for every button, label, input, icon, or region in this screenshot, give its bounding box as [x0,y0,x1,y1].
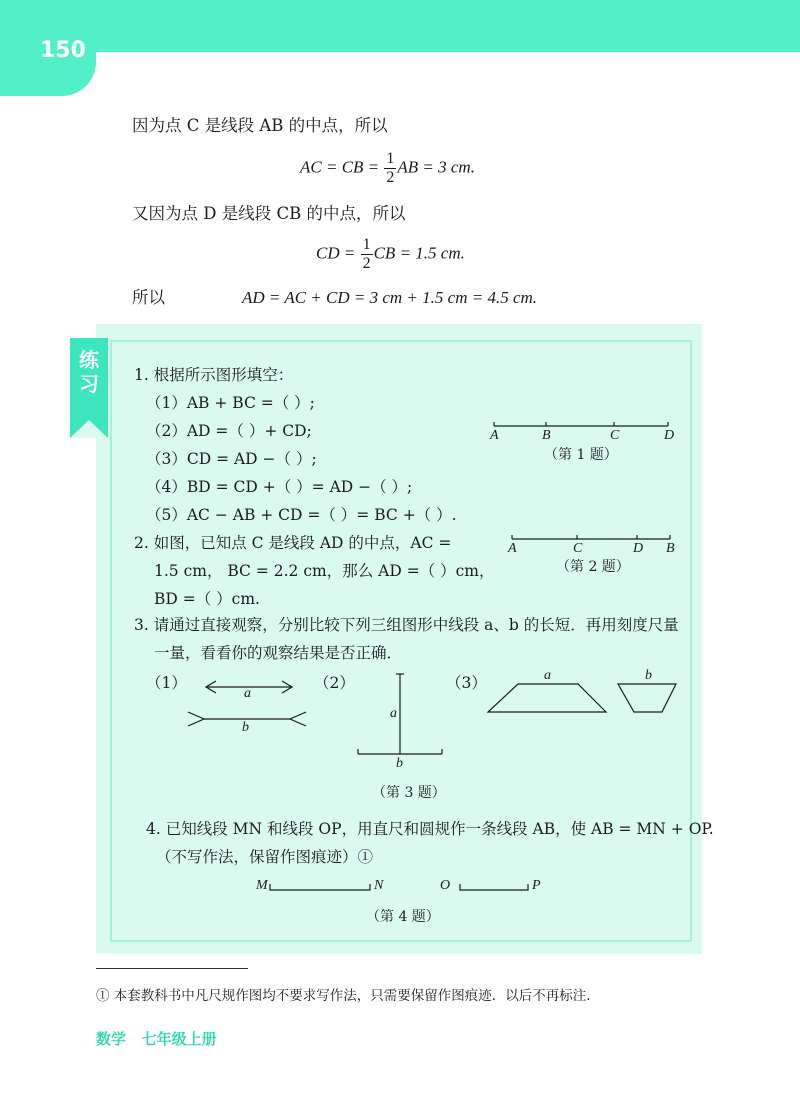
eq1-numerator: 1 [386,150,395,167]
q3-fig2-label-a: a [390,706,397,721]
equation-3: AD = AC + CD = 3 cm + 1.5 cm = 4.5 cm. [242,288,538,307]
q3-fig1-label-b: b [242,720,249,735]
q1-point-d: D [664,428,675,443]
q4-figure [270,884,528,890]
eq2-numerator: 1 [362,236,371,253]
q2-figure [512,535,670,539]
q2-point-a: A [508,541,517,556]
q3-figure-2 [358,674,442,754]
q4-caption: （第 4 题） [366,909,440,925]
page-number: 150 [40,38,86,63]
footnote: ① 本套教科书中凡尺规作图均不要求写作法，只需要保留作图痕迹．以后不再标注． [96,988,600,1004]
q1-item-2: （2）AD =（ ）+ CD; [146,422,312,440]
footer-book-title: 数学 七年级上册 [96,1030,217,1048]
q3-fig1-label-a: a [244,686,251,701]
q3-label-1: （1） [146,674,187,692]
q3-line-2: 一量，看看你的观察结果是否正确． [154,644,403,662]
eq1-left: AC = CB = [300,157,380,177]
q1-item-5: （5）AC − AB + CD =（ ）= BC +（ ）. [146,506,457,524]
q1-item-1: （1）AB + BC =（ ）; [146,394,315,412]
q4-line-2: （不写作法，保留作图痕迹）① [156,848,374,866]
eq1-right: AB = 3 cm. [397,157,475,177]
q1-item-3: （3）CD = AD −（ ）; [146,450,317,468]
q4-point-o: O [440,878,451,893]
q3-line-1: 3. 请通过直接观察，分别比较下列三组图形中线段 a、b 的长短．再用刻度尺量 [134,616,679,634]
q3-figure-3 [488,684,676,712]
q3-fig3-label-b: b [645,668,652,683]
q4-point-p: P [532,878,541,893]
body-line-3-word: 所以 [132,288,165,307]
q1-point-a: A [490,428,499,443]
q1-point-c: C [610,428,620,443]
q2-line-2: 1.5 cm， BC = 2.2 cm，那么 AD =（ ）cm， [154,562,495,580]
eq1-denominator: 2 [386,169,395,186]
q3-fig3-label-a: a [544,668,551,683]
q2-point-b: B [666,541,675,556]
q2-line-1: 2. 如图，已知点 C 是线段 AD 的中点，AC = [134,534,452,552]
q3-caption: （第 3 题） [372,785,446,801]
q2-line-3: BD =（ ）cm. [154,590,260,608]
eq2-left: CD = [316,243,356,263]
eq2-denominator: 2 [362,255,371,272]
q4-point-m: M [256,878,268,893]
body-line-1: 因为点 C 是线段 AB 的中点，所以 [132,116,388,135]
q3-fig2-label-b: b [396,756,403,771]
q2-point-d: D [633,541,644,556]
q4-point-n: N [374,878,384,893]
q1-caption: （第 1 题） [544,447,618,463]
footnote-rule [96,968,248,969]
q3-label-2: （2） [314,674,355,692]
practice-ribbon-label: 练习 [79,348,99,396]
q4-line-1: 4. 已知线段 MN 和线段 OP，用直尺和圆规作一条线段 AB，使 AB = MN + OP. [146,820,714,838]
q2-caption: （第 2 题） [556,559,630,575]
q1-figure [494,422,668,426]
q3-label-3: （3） [446,674,487,692]
q2-point-c: C [573,541,583,556]
q1-item-4: （4）BD = CD +（ ）= AD −（ ）; [146,478,413,496]
q1-point-b: B [542,428,551,443]
eq2-right: CB = 1.5 cm. [373,243,465,263]
body-line-2: 又因为点 D 是线段 CB 的中点，所以 [132,204,406,223]
q1-title: 1. 根据所示图形填空： [134,366,294,384]
